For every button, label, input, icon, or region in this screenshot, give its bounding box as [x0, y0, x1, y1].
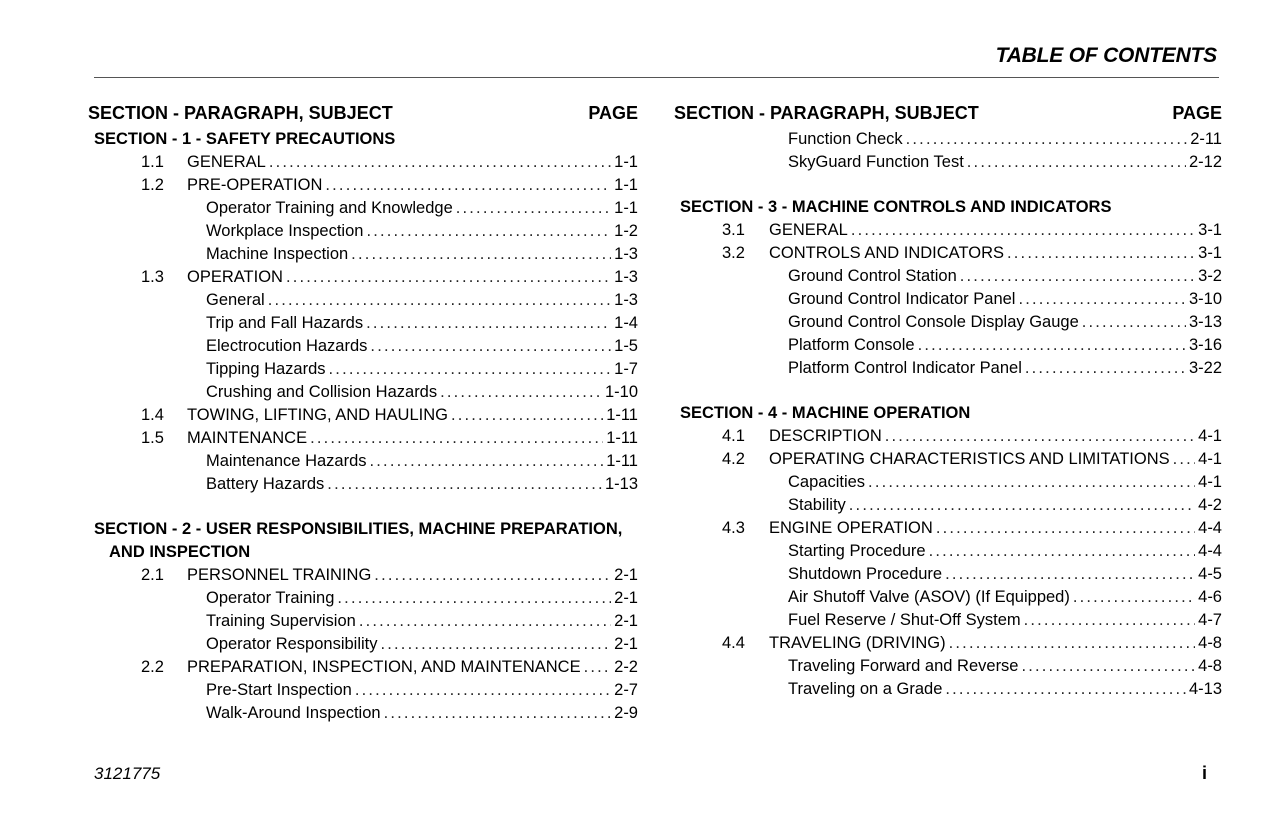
- column-title: SECTION - PARAGRAPH, SUBJECT: [674, 103, 979, 123]
- section-spacer: [674, 174, 1222, 196]
- entry-page: 4-5: [1198, 565, 1222, 583]
- entry-number: 3.2: [722, 244, 745, 262]
- entry-page: 4-1: [1198, 427, 1222, 445]
- page-column-label: PAGE: [1172, 103, 1222, 123]
- section-title-continuation: AND INSPECTION: [109, 543, 251, 561]
- entry-label: General: [206, 291, 265, 309]
- entry-label: Maintenance Hazards: [206, 452, 367, 470]
- entry-page: 4-8: [1198, 634, 1222, 652]
- dot-leader: [929, 540, 1196, 563]
- toc-entry[interactable]: [674, 586, 1222, 609]
- dot-leader: [1007, 242, 1195, 265]
- toc-entry[interactable]: [88, 633, 638, 656]
- entry-page: 2-9: [614, 704, 638, 722]
- dot-leader: [451, 404, 603, 427]
- toc-entry[interactable]: [674, 632, 1222, 655]
- dot-leader: [374, 564, 611, 587]
- toc-entry[interactable]: [674, 471, 1222, 494]
- entry-number: 1.4: [141, 406, 164, 424]
- page-number: i: [1201, 763, 1207, 783]
- entry-label: MAINTENANCE: [187, 429, 308, 447]
- toc-entry[interactable]: [674, 517, 1222, 540]
- entry-page: 1-1: [614, 153, 638, 171]
- entry-label: Trip and Fall Hazards: [206, 314, 364, 332]
- entry-label: PERSONNEL TRAINING: [187, 566, 372, 584]
- entry-label: GENERAL: [187, 153, 266, 171]
- dot-leader: [945, 563, 1195, 586]
- toc-column-right: [674, 98, 1222, 701]
- entry-number: 1.1: [141, 153, 164, 171]
- toc-entry[interactable]: [674, 609, 1222, 632]
- column-title: SECTION - PARAGRAPH, SUBJECT: [88, 103, 393, 123]
- entry-page: 1-13: [604, 475, 638, 493]
- toc-entry[interactable]: [88, 174, 638, 197]
- entry-label: Traveling on a Grade: [788, 680, 943, 698]
- entry-label: Starting Procedure: [788, 542, 926, 560]
- dot-leader: [359, 610, 611, 633]
- header-divider: [94, 77, 1219, 78]
- dot-leader: [370, 450, 604, 473]
- entry-page: 4-2: [1198, 496, 1222, 514]
- dot-leader: [440, 381, 602, 404]
- dot-leader: [584, 656, 612, 679]
- entry-page: 3-1: [1198, 244, 1222, 262]
- entry-label: GENERAL: [769, 221, 848, 239]
- entry-page: 2-1: [614, 566, 638, 584]
- toc-entry[interactable]: [88, 312, 638, 335]
- entry-page: 2-1: [614, 612, 638, 630]
- column-header: [88, 98, 638, 128]
- column-header: [674, 98, 1222, 128]
- entry-label: PREPARATION, INSPECTION, AND MAINTENANCE: [187, 658, 581, 676]
- toc-entry[interactable]: [88, 335, 638, 358]
- entry-page: 1-1: [614, 176, 638, 194]
- dot-leader: [849, 494, 1195, 517]
- entry-page: 4-13: [1188, 680, 1222, 698]
- dot-leader: [960, 265, 1195, 288]
- dot-leader: [355, 679, 611, 702]
- toc-entry[interactable]: [674, 128, 1222, 151]
- entry-page: 1-3: [614, 291, 638, 309]
- entry-page: 1-7: [614, 360, 638, 378]
- entry-page: 1-11: [606, 452, 638, 470]
- entry-page: 2-12: [1188, 153, 1222, 171]
- dot-leader: [325, 174, 611, 197]
- section-spacer: [674, 380, 1222, 402]
- document-number: 3121775: [94, 764, 161, 783]
- entry-number: 4.4: [722, 634, 745, 652]
- entry-label: OPERATING CHARACTERISTICS AND LIMITATIONS: [769, 450, 1170, 468]
- entry-number: 4.2: [722, 450, 745, 468]
- dot-leader: [1024, 609, 1196, 632]
- entry-page: 2-11: [1190, 130, 1222, 148]
- dot-leader: [269, 151, 611, 174]
- entry-page: 1-4: [614, 314, 638, 332]
- entry-label: CONTROLS AND INDICATORS: [769, 244, 1005, 262]
- page-column-label: PAGE: [588, 103, 638, 123]
- toc-entry[interactable]: [674, 678, 1222, 701]
- page-title: TABLE OF CONTENTS: [995, 44, 1217, 67]
- toc-entry[interactable]: [88, 610, 638, 633]
- entry-label: Function Check: [788, 130, 903, 148]
- entry-label: TOWING, LIFTING, AND HAULING: [187, 406, 448, 424]
- entry-page: 1-5: [614, 337, 638, 355]
- entry-label: Training Supervision: [206, 612, 356, 630]
- entry-label: ENGINE OPERATION: [769, 519, 933, 537]
- toc-entry[interactable]: [88, 151, 638, 174]
- dot-leader: [1082, 311, 1186, 334]
- dot-leader: [366, 220, 611, 243]
- toc-entry[interactable]: [88, 220, 638, 243]
- toc-entry[interactable]: [88, 587, 638, 610]
- entry-label: Pre-Start Inspection: [206, 681, 352, 699]
- entry-label: Ground Control Indicator Panel: [788, 290, 1016, 308]
- entry-label: Battery Hazards: [206, 475, 325, 493]
- entry-page: 4-4: [1198, 519, 1222, 537]
- entry-number: 4.1: [722, 427, 745, 445]
- dot-leader: [1018, 288, 1186, 311]
- dot-leader: [1021, 655, 1195, 678]
- toc-entry[interactable]: [674, 288, 1222, 311]
- entry-page: 1-11: [606, 429, 638, 447]
- entry-label: Capacities: [788, 473, 866, 491]
- entry-label: Electrocution Hazards: [206, 337, 368, 355]
- entry-page: 3-1: [1198, 221, 1222, 239]
- entry-number: 1.2: [141, 176, 164, 194]
- toc-entry[interactable]: [674, 242, 1222, 265]
- entry-number: 3.1: [722, 221, 745, 239]
- entry-label: Fuel Reserve / Shut-Off System: [788, 611, 1021, 629]
- entry-label: TRAVELING (DRIVING): [769, 634, 946, 652]
- dot-leader: [967, 151, 1186, 174]
- toc-entry[interactable]: [674, 334, 1222, 357]
- toc-entry[interactable]: [88, 702, 638, 725]
- entry-label: Tipping Hazards: [206, 360, 326, 378]
- dot-leader: [337, 587, 611, 610]
- toc-entry[interactable]: [88, 473, 638, 496]
- entry-page: 2-1: [614, 589, 638, 607]
- toc-lead-entries: [674, 128, 1222, 174]
- toc-column-left: [88, 98, 638, 725]
- entry-label: Platform Console: [788, 336, 915, 354]
- toc-entry[interactable]: [88, 450, 638, 473]
- entry-label: Ground Control Console Display Gauge: [788, 313, 1079, 331]
- dot-leader: [366, 312, 611, 335]
- entry-label: Traveling Forward and Reverse: [788, 657, 1019, 675]
- toc-sections: [88, 128, 638, 725]
- entry-page: 1-11: [606, 406, 638, 424]
- dot-leader: [945, 678, 1186, 701]
- entry-number: 2.1: [141, 566, 164, 584]
- entry-number: 4.3: [722, 519, 745, 537]
- entry-page: 2-1: [614, 635, 638, 653]
- dot-leader: [381, 633, 612, 656]
- entry-number: 1.3: [141, 268, 164, 286]
- entry-page: 3-22: [1188, 359, 1222, 377]
- toc-entry[interactable]: [88, 656, 638, 679]
- entry-label: Crushing and Collision Hazards: [206, 383, 438, 401]
- dot-leader: [327, 473, 602, 496]
- dot-leader: [456, 197, 611, 220]
- dot-leader: [906, 128, 1188, 151]
- entry-page: 3-16: [1188, 336, 1222, 354]
- toc-entry[interactable]: [88, 197, 638, 220]
- dot-leader: [1025, 357, 1186, 380]
- toc-entry[interactable]: [88, 564, 638, 587]
- entry-label: Machine Inspection: [206, 245, 349, 263]
- toc-entry[interactable]: [88, 358, 638, 381]
- section-title-text: SECTION - 4 - MACHINE OPERATION: [680, 404, 971, 422]
- toc-entry[interactable]: [88, 679, 638, 702]
- toc-entry[interactable]: [88, 381, 638, 404]
- entry-page: 1-3: [614, 268, 638, 286]
- dot-leader: [370, 335, 611, 358]
- entry-label: Walk-Around Inspection: [206, 704, 381, 722]
- dot-leader: [868, 471, 1195, 494]
- section-title[interactable]: [88, 128, 638, 151]
- entry-label: SkyGuard Function Test: [788, 153, 964, 171]
- toc-entry[interactable]: [674, 425, 1222, 448]
- section-title-text: SECTION - 2 - USER RESPONSIBILITIES, MACHINE PREPARATION,: [94, 520, 623, 538]
- dot-leader: [384, 702, 612, 725]
- entry-page: 2-2: [614, 658, 638, 676]
- entry-label: Workplace Inspection: [206, 222, 364, 240]
- entry-label: Operator Responsibility: [206, 635, 378, 653]
- toc-entry[interactable]: [674, 265, 1222, 288]
- dot-leader: [851, 219, 1195, 242]
- entry-page: 3-2: [1198, 267, 1222, 285]
- entry-page: 1-3: [614, 245, 638, 263]
- entry-page: 4-4: [1198, 542, 1222, 560]
- entry-page: 1-10: [604, 383, 638, 401]
- entry-page: 4-1: [1198, 450, 1222, 468]
- entry-label: DESCRIPTION: [769, 427, 882, 445]
- entry-label: Ground Control Station: [788, 267, 957, 285]
- dot-leader: [286, 266, 611, 289]
- entry-page: 3-13: [1188, 313, 1222, 331]
- toc-entry[interactable]: [674, 448, 1222, 471]
- dot-leader: [1073, 586, 1195, 609]
- entry-number: 2.2: [141, 658, 164, 676]
- entry-label: Air Shutoff Valve (ASOV) (If Equipped): [788, 588, 1070, 606]
- dot-leader: [310, 427, 603, 450]
- entry-page: 4-7: [1198, 611, 1222, 629]
- entry-page: 1-1: [614, 199, 638, 217]
- entry-label: Shutdown Procedure: [788, 565, 943, 583]
- section-title-text: SECTION - 1 - SAFETY PRECAUTIONS: [94, 130, 396, 148]
- toc-entry[interactable]: [88, 243, 638, 266]
- section-title[interactable]: [674, 402, 1222, 425]
- section-title[interactable]: [674, 196, 1222, 219]
- toc-entry[interactable]: [88, 404, 638, 427]
- dot-leader: [351, 243, 611, 266]
- section-title-text: SECTION - 3 - MACHINE CONTROLS AND INDICATORS: [680, 198, 1112, 216]
- entry-page: 3-10: [1188, 290, 1222, 308]
- toc-entry[interactable]: [674, 494, 1222, 517]
- toc-entry[interactable]: [674, 311, 1222, 334]
- entry-label: PRE-OPERATION: [187, 176, 323, 194]
- dot-leader: [885, 425, 1195, 448]
- toc-sections: [674, 174, 1222, 701]
- entry-number: 1.5: [141, 429, 164, 447]
- entry-label: Operator Training: [206, 589, 335, 607]
- toc-entry[interactable]: [674, 357, 1222, 380]
- dot-leader: [949, 632, 1196, 655]
- toc-entry[interactable]: [88, 266, 638, 289]
- entry-label: OPERATION: [187, 268, 283, 286]
- toc-entry[interactable]: [88, 289, 638, 312]
- toc-entry[interactable]: [674, 655, 1222, 678]
- entry-label: Operator Training and Knowledge: [206, 199, 453, 217]
- entry-page: 4-6: [1198, 588, 1222, 606]
- toc-entry[interactable]: [674, 540, 1222, 563]
- dot-leader: [1173, 448, 1196, 471]
- entry-label: Stability: [788, 496, 846, 514]
- toc-entry[interactable]: [88, 427, 638, 450]
- entry-label: Platform Control Indicator Panel: [788, 359, 1022, 377]
- entry-page: 4-8: [1198, 657, 1222, 675]
- toc-entry[interactable]: [674, 151, 1222, 174]
- entry-page: 4-1: [1198, 473, 1222, 491]
- entry-page: 1-2: [614, 222, 638, 240]
- toc-entry[interactable]: [674, 219, 1222, 242]
- section-title[interactable]: [88, 518, 638, 564]
- dot-leader: [918, 334, 1186, 357]
- section-spacer: [88, 496, 638, 518]
- dot-leader: [329, 358, 612, 381]
- toc-entry[interactable]: [674, 563, 1222, 586]
- dot-leader: [936, 517, 1195, 540]
- dot-leader: [268, 289, 611, 312]
- entry-page: 2-7: [614, 681, 638, 699]
